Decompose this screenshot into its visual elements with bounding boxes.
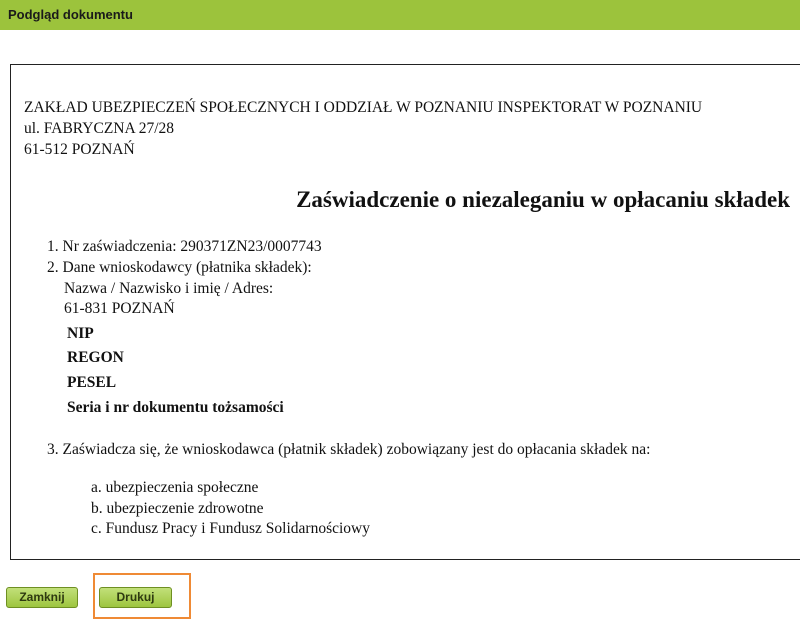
certificate-number: 1. Nr zaświadczenia: 290371ZN23/0007743 bbox=[47, 238, 322, 255]
issuer-street: ul. FABRYCZNA 27/28 bbox=[24, 120, 175, 137]
contribution-labour-fund: c. Fundusz Pracy i Fundusz Solidarnościowy bbox=[91, 520, 370, 537]
issuer-city: 61-512 POZNAŃ bbox=[24, 141, 135, 158]
window-title: Podgląd dokumentu bbox=[0, 0, 800, 30]
regon-label: REGON bbox=[67, 349, 124, 366]
contribution-statement: 3. Zaświadcza się, że wnioskodawca (płatnik składek) zobowiązany jest do opłacania składek na: bbox=[47, 441, 651, 458]
pesel-label: PESEL bbox=[67, 374, 117, 391]
applicant-data-label: 2. Dane wnioskodawcy (płatnika składek): bbox=[47, 259, 312, 276]
print-button[interactable]: Drukuj bbox=[99, 587, 172, 608]
close-button[interactable]: Zamknij bbox=[6, 587, 78, 608]
issuer-name: ZAKŁAD UBEZPIECZEŃ SPOŁECZNYCH I ODDZIAŁ W POZNANIU INSPEKTORAT W POZNANIU bbox=[24, 99, 703, 116]
nip-label: NIP bbox=[67, 325, 94, 342]
applicant-address: 61-831 POZNAŃ bbox=[64, 300, 175, 317]
applicant-name-label: Nazwa / Nazwisko i imię / Adres: bbox=[64, 280, 274, 297]
contribution-social-insurance: a. ubezpieczenia społeczne bbox=[91, 479, 259, 496]
document-heading: Zaświadczenie o niezaleganiu w opłacaniu składek bbox=[296, 187, 790, 212]
contribution-health-insurance: b. ubezpieczenie zdrowotne bbox=[91, 500, 264, 517]
id-document-label: Seria i nr dokumentu tożsamości bbox=[67, 399, 284, 416]
